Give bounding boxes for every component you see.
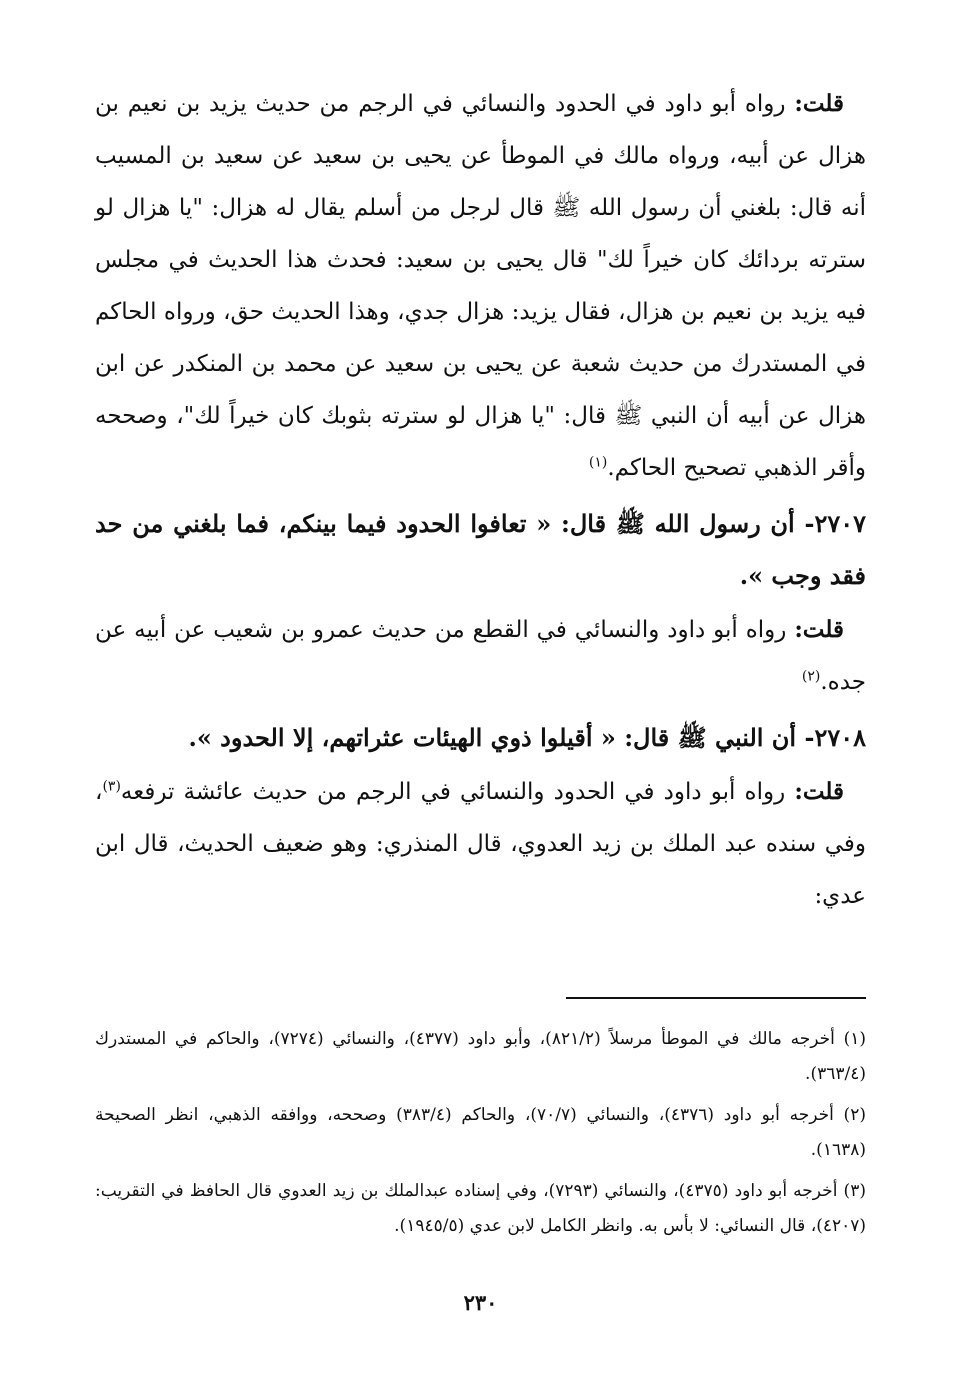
footnote-1: (١) أخرجه مالك في الموطأ مرسلاً (٨٢١/٢)، وأبو داود (٤٣٧٧)، والنسائي (٧٢٧٤)، والحاكم في المستدرك (٣٦٣/٤). bbox=[95, 1029, 867, 1084]
hadith-text: أن النبي ﷺ قال: « أقيلوا ذوي الهيئات عثراتهم، إلا الحدود ». bbox=[188, 723, 797, 752]
commentary-text: رواه أبو داود في الحدود والنسائي في الرجم من حديث يزيد بن نعيم بن هزال عن أبيه، ورواه مالك في الموطأ عن يحيى بن سعيد عن سعيد بن المسيب أنه قال: بلغني أن رسول الله ﷺ قال لرجل من أسلم يقال له هزال: "يا هزال لو سترته بردائك كان خيراً لك" قال يحيى بن سعيد: فحدث هذا الحديث في مجلس فيه يزيد بن نعيم بن هزال، فقال يزيد: هزال جدي، وهذا الحديث حق، ورواه الحاكم في المستدرك من حديث شعبة عن يحيى بن سعيد عن محمد بن المنكدر عن ابن هزال عن أبيه أن النبي ﷺ قال: "يا هزال لو سترته بثوبك كان خيراً لك"، وصححه وأقر الذهبي تصحيح الحاكم. bbox=[95, 91, 866, 481]
commentary-paragraph-2 bbox=[95, 604, 866, 708]
footnote-ref-1[interactable]: (١) bbox=[588, 454, 608, 471]
page-number: ٢٣٠ bbox=[463, 1290, 498, 1315]
commentary-text: رواه أبو داود والنسائي في القطع من حديث عمرو بن شعيب عن أبيه عن جده. bbox=[95, 617, 866, 695]
footnote-2: (٢) أخرجه أبو داود (٤٣٧٦)، والنسائي (٧٠/٧)، والحاكم (٣٨٣/٤) وصححه، ووافقه الذهبي، انظر الصحيحة (١٦٣٨). bbox=[95, 1105, 866, 1160]
qult-label: قلت: bbox=[794, 90, 845, 117]
footnote-ref-3[interactable]: (٣) bbox=[102, 778, 121, 795]
commentary-paragraph-3 bbox=[95, 766, 866, 922]
footnote-separator bbox=[566, 997, 866, 999]
hadith-number: ٢٧٠٧- bbox=[804, 509, 867, 538]
footnote-3: (٣) أخرجه أبو داود (٤٣٧٥)، والنسائي (٧٢٩٣)، وفي إسناده عبدالملك بن زيد العدوي قال الحافظ في التقريب: (٤٢٠٧)، قال النسائي: لا بأس به. وانظر الكامل لابن عدي (١٩٤٥/٥). bbox=[95, 1181, 866, 1236]
hadith-text: أن رسول الله ﷺ قال: « تعافوا الحدود فيما بينكم، فما بلغني من حد فقد وجب ». bbox=[95, 509, 866, 590]
hadith-number: ٢٧٠٨- bbox=[804, 723, 866, 752]
footnotes bbox=[95, 1022, 866, 1250]
qult-label: قلت: bbox=[794, 616, 844, 643]
commentary-paragraph-1 bbox=[95, 78, 866, 494]
qult-label: قلت: bbox=[794, 778, 845, 805]
commentary-text: رواه أبو داود في الحدود والنسائي في الرجم من حديث عائشة ترفعه bbox=[120, 779, 786, 805]
footnote-ref-2[interactable]: (٢) bbox=[801, 668, 821, 685]
hadith-2708 bbox=[95, 712, 866, 764]
hadith-2707 bbox=[95, 498, 866, 602]
commentary-text-continued: ، وفي سنده عبد الملك بن زيد العدوي، قال المنذري: وهو ضعيف الحديث، قال ابن عدي: bbox=[95, 779, 866, 909]
